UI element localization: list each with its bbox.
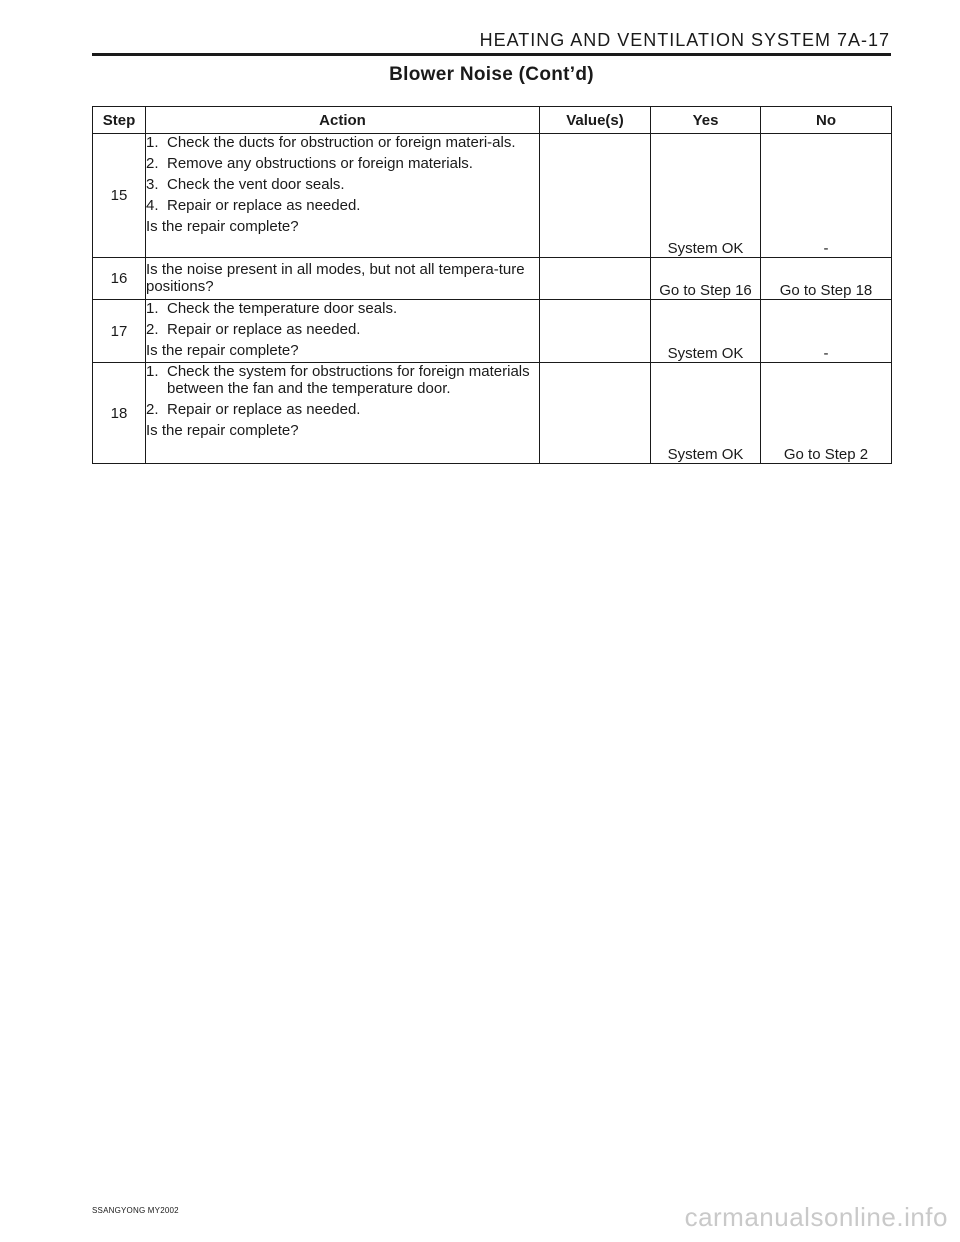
action-cell: [146, 258, 540, 300]
table-row: [93, 300, 892, 363]
action-step-text: Repair or replace as needed.: [167, 401, 361, 418]
step-number: 18: [93, 363, 146, 464]
action-step-number: 2.: [146, 401, 159, 418]
action-step: [146, 155, 539, 172]
action-step-number: 2.: [146, 155, 159, 172]
yes-cell: System OK: [651, 363, 761, 464]
no-cell: -: [761, 300, 892, 363]
action-step: [146, 134, 539, 151]
header-yes: Yes: [651, 107, 761, 134]
table-row: [93, 363, 892, 464]
action-step: [146, 176, 539, 193]
value-cell: [540, 258, 651, 300]
step-number: 17: [93, 300, 146, 363]
action-step-text: Repair or replace as needed.: [167, 321, 361, 338]
action-step-text: Repair or replace as needed.: [167, 197, 361, 214]
action-step-number: 2.: [146, 321, 159, 338]
table-row: [93, 134, 892, 258]
action-step-number: 1.: [146, 363, 159, 380]
action-step-number: 1.: [146, 134, 159, 151]
action-cell: [146, 300, 540, 363]
value-cell: [540, 363, 651, 464]
page-header-title: HEATING AND VENTILATION SYSTEM 7A-17: [479, 30, 890, 50]
action-step-number: 3.: [146, 176, 159, 193]
table-row: [93, 258, 892, 300]
action-step-text: Check the temperature door seals.: [167, 300, 398, 317]
action-step-text: Check the system for obstructions for foreign materials between the fan and the temperature door.: [167, 363, 530, 397]
action-step: [146, 197, 539, 214]
action-step-number: 1.: [146, 300, 159, 317]
step-number: 16: [93, 258, 146, 300]
action-step-text: Check the ducts for obstruction or foreign materi-als.: [167, 134, 516, 151]
action-step: [146, 321, 539, 338]
step-number: 15: [93, 134, 146, 258]
yes-cell: Go to Step 16: [651, 258, 761, 300]
action-step-text: Remove any obstructions or foreign materials.: [167, 155, 473, 172]
action-steps: [146, 134, 539, 214]
action-step-number: 4.: [146, 197, 159, 214]
yes-cell: System OK: [651, 300, 761, 363]
action-question: Is the repair complete?: [146, 422, 299, 439]
action-steps: [146, 300, 539, 338]
action-question: Is the repair complete?: [146, 342, 299, 359]
header-step: Step: [93, 107, 146, 134]
no-cell: Go to Step 18: [761, 258, 892, 300]
value-cell: [540, 134, 651, 258]
action-question: Is the repair complete?: [146, 218, 299, 235]
section-title: Blower Noise (Cont’d): [389, 64, 594, 85]
action-step: [146, 300, 539, 317]
yes-cell: System OK: [651, 134, 761, 258]
header-action: Action: [146, 107, 540, 134]
no-cell: -: [761, 134, 892, 258]
action-cell: [146, 363, 540, 464]
action-steps: [146, 363, 539, 418]
action-question: Is the noise present in all modes, but not all tempera-ture positions?: [146, 261, 525, 295]
action-step: [146, 363, 539, 397]
header-divider: [92, 53, 891, 56]
value-cell: [540, 300, 651, 363]
action-step: [146, 401, 539, 418]
watermark: carmanualsonline.info: [684, 1202, 948, 1232]
action-cell: [146, 134, 540, 258]
action-step-text: Check the vent door seals.: [167, 176, 345, 193]
header-no: No: [761, 107, 892, 134]
no-cell: Go to Step 2: [761, 363, 892, 464]
page-footer: SSANGYONG MY2002: [92, 1206, 179, 1215]
header-values: Value(s): [540, 107, 651, 134]
diagnostic-table: [92, 106, 892, 464]
table-header-row: [93, 107, 892, 134]
